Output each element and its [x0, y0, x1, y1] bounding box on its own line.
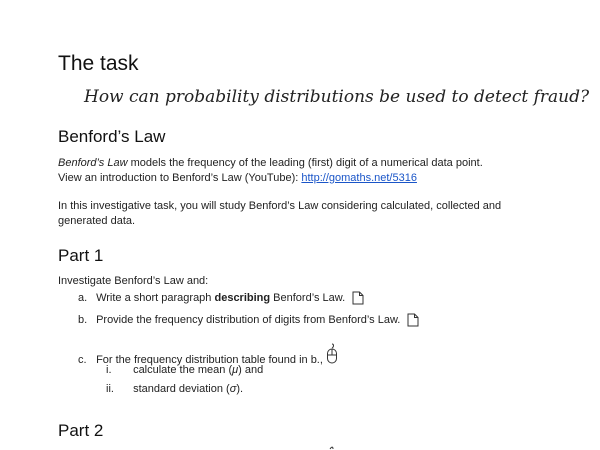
mouse-icon	[326, 343, 338, 365]
list-marker-c-i: i.	[106, 364, 112, 376]
item-c-i-text-before: calculate the mean (	[133, 364, 233, 376]
item-c-i-text-after: ) and	[238, 364, 264, 376]
video-prefix: View an introduction to Benford’s Law (YouTube):	[58, 172, 302, 184]
part2-heading: Part 2	[58, 421, 104, 440]
investigation-line-1: In this investigative task, you will study Benford’s Law considering calculated, collected and	[58, 200, 502, 212]
benford-video-line	[58, 171, 558, 186]
item-a-text-before: Write a short paragraph	[96, 291, 215, 304]
benford-intro	[58, 156, 558, 171]
list-marker-b: b.	[78, 313, 88, 326]
part1-heading: Part 1	[58, 246, 104, 265]
list-item-c-ii	[106, 383, 243, 395]
list-item-a	[78, 291, 364, 305]
item-c-text: For the frequency distribution table found in b.,	[96, 354, 323, 366]
list-marker-c: c.	[78, 354, 87, 366]
document-icon	[352, 291, 364, 305]
investigation-line-2: generated data.	[58, 215, 136, 227]
sigma-symbol: σ	[229, 383, 237, 395]
item-c-ii-text-before: standard deviation (	[133, 383, 230, 395]
item-c-ii-text-after: ).	[236, 383, 244, 395]
mouse-icon	[328, 445, 336, 450]
document-icon	[407, 313, 419, 327]
investigation-paragraph	[58, 199, 558, 229]
part1-lead: Investigate Benford’s Law and:	[58, 275, 209, 287]
item-b-text: Provide the frequency distribution of digits from Benford’s Law.	[96, 313, 401, 326]
benford-intro-term: Benford’s Law	[58, 157, 128, 169]
mu-symbol: μ	[232, 364, 239, 376]
video-link[interactable]: http://gomaths.net/5316	[301, 172, 417, 184]
list-marker-c-ii: ii.	[106, 383, 114, 395]
benford-heading: Benford’s Law	[58, 127, 166, 146]
task-question: How can probability distributions be used to detect fraud?	[84, 87, 590, 107]
item-a-bold: describing	[214, 291, 271, 304]
item-a-text-after: Benford’s Law.	[270, 291, 346, 304]
list-item-b	[78, 313, 419, 327]
list-item-c	[78, 343, 338, 366]
task-heading: The task	[58, 52, 139, 75]
list-marker-a: a.	[78, 291, 88, 304]
benford-intro-text: models the frequency of the leading (first) digit of a numerical data point.	[127, 157, 483, 169]
list-item-c-i	[106, 364, 263, 376]
